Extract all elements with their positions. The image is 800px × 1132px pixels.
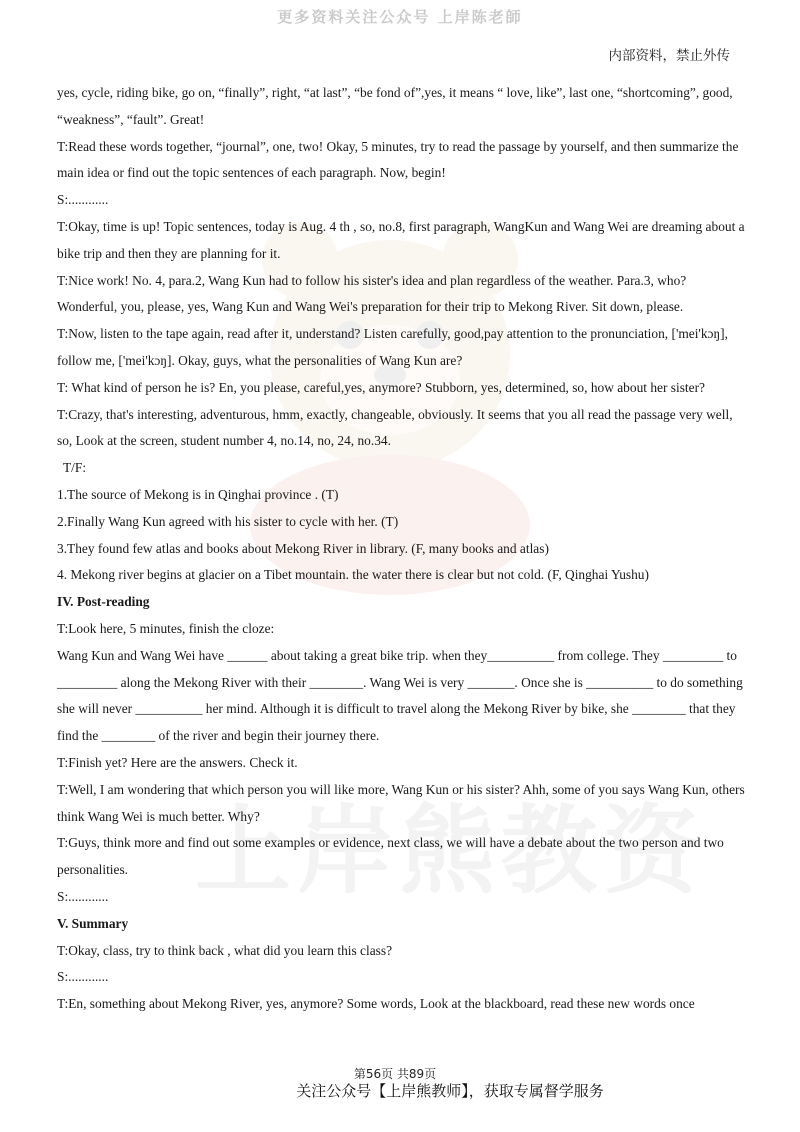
paragraph: T:Finish yet? Here are the answers. Check it. (57, 754, 298, 770)
student-response: S:............ (57, 192, 109, 208)
paragraph: yes, cycle, riding bike, go on, “finally”, right, “at last”, “be fond of”,yes, it means “ love, like”, last one, “shortcoming”, good, “weakness”, “fault”. Great! (57, 85, 733, 127)
paragraph: T:Well, I am wondering that which person you will like more, Wang Kun or his sister? Ahh, some of you says Wang Kun, others think Wang Wei is much better. Why? (57, 781, 745, 824)
page-number: 第56页 共89页 (353, 1067, 437, 1081)
paragraph: T:Okay, time is up! Topic sentences, today is Aug. 4 th , so, no.8, first paragraph, WangKun and Wang Wei are dreaming about a bike trip and then they are planning for it. (57, 218, 745, 261)
internal-use-notice: 内部资料，禁止外传 (608, 48, 730, 64)
section-heading-summary: V. Summary (57, 915, 129, 931)
page-footer (0, 1068, 800, 1101)
top-watermark: 更多资料关注公众号 上岸陈老師 (277, 8, 523, 26)
tf-heading: T/F: (63, 460, 87, 476)
paragraph: T:Nice work! No. 4, para.2, Wang Kun had to follow his sister's idea and plan regardless of the weather. Para.3, who? Wonderful, you, please, yes, Wang Kun and Wang Wei's preparation for their trip to Mekong River. Sit down, please. (57, 272, 687, 315)
paragraph: T:Read these words together, “journal”, one, two! Okay, 5 minutes, try to read the passage by yourself, and then summarize the main idea or find out the topic sentences of each paragraph. Now, begin! (57, 138, 739, 181)
tf-item: 2.Finally Wang Kun agreed with his sister to cycle with her. (T) (57, 513, 399, 529)
student-response: S:............ (57, 969, 109, 985)
footer-promo: 关注公众号【上岸熊教师】，获取专属督学服务 (296, 1082, 604, 1100)
section-heading-post-reading: IV. Post-reading (57, 594, 150, 610)
lesson-transcript (57, 80, 747, 1018)
paragraph: T: What kind of person he is? En, you please, careful,yes, anymore? Stubborn, yes, determined, so, how about her sister? (57, 379, 705, 395)
cloze-passage: Wang Kun and Wang Wei have ______ about taking a great bike trip. when they__________ from college. They _________ to _________ along the Mekong River with their ________. Wang Wei is very _______. Once she is __________ to do something she will never __________ her mind. Although it is difficult to travel along the Mekong River by bike, she ________ that they find the ________ of the river and begin their journey there. (57, 647, 743, 744)
tf-item: 1.The source of Mekong is in Qinghai province . (T) (57, 486, 339, 502)
paragraph: T:Look here, 5 minutes, finish the cloze: (57, 620, 275, 636)
paragraph: T:En, something about Mekong River, yes, anymore? Some words, Look at the blackboard, read these new words once (57, 996, 695, 1012)
tf-item: 3.They found few atlas and books about Mekong River in library. (F, many books and atlas) (57, 540, 549, 556)
student-response: S:............ (57, 888, 109, 904)
paragraph: T:Okay, class, try to think back , what did you learn this class? (57, 942, 393, 958)
paragraph: T:Guys, think more and find out some examples or evidence, next class, we will have a debate about the two person and two personalities. (57, 835, 724, 878)
paragraph: T:Crazy, that's interesting, adventurous, hmm, exactly, changeable, obviously. It seems that you all read the passage very well, so, Look at the screen, student number 4, no.14, no, 24, no.34. (57, 406, 733, 449)
tf-item: 4. Mekong river begins at glacier on a Tibet mountain. the water there is clear but not cold. (F, Qinghai Yushu) (57, 567, 649, 583)
paragraph: T:Now, listen to the tape again, read after it, understand? Listen carefully, good,pay attention to the pronunciation, ['mei'kɔŋ], follow me, ['mei'kɔŋ]. Okay, guys, what the personalities of Wang Kun are? (57, 326, 728, 368)
